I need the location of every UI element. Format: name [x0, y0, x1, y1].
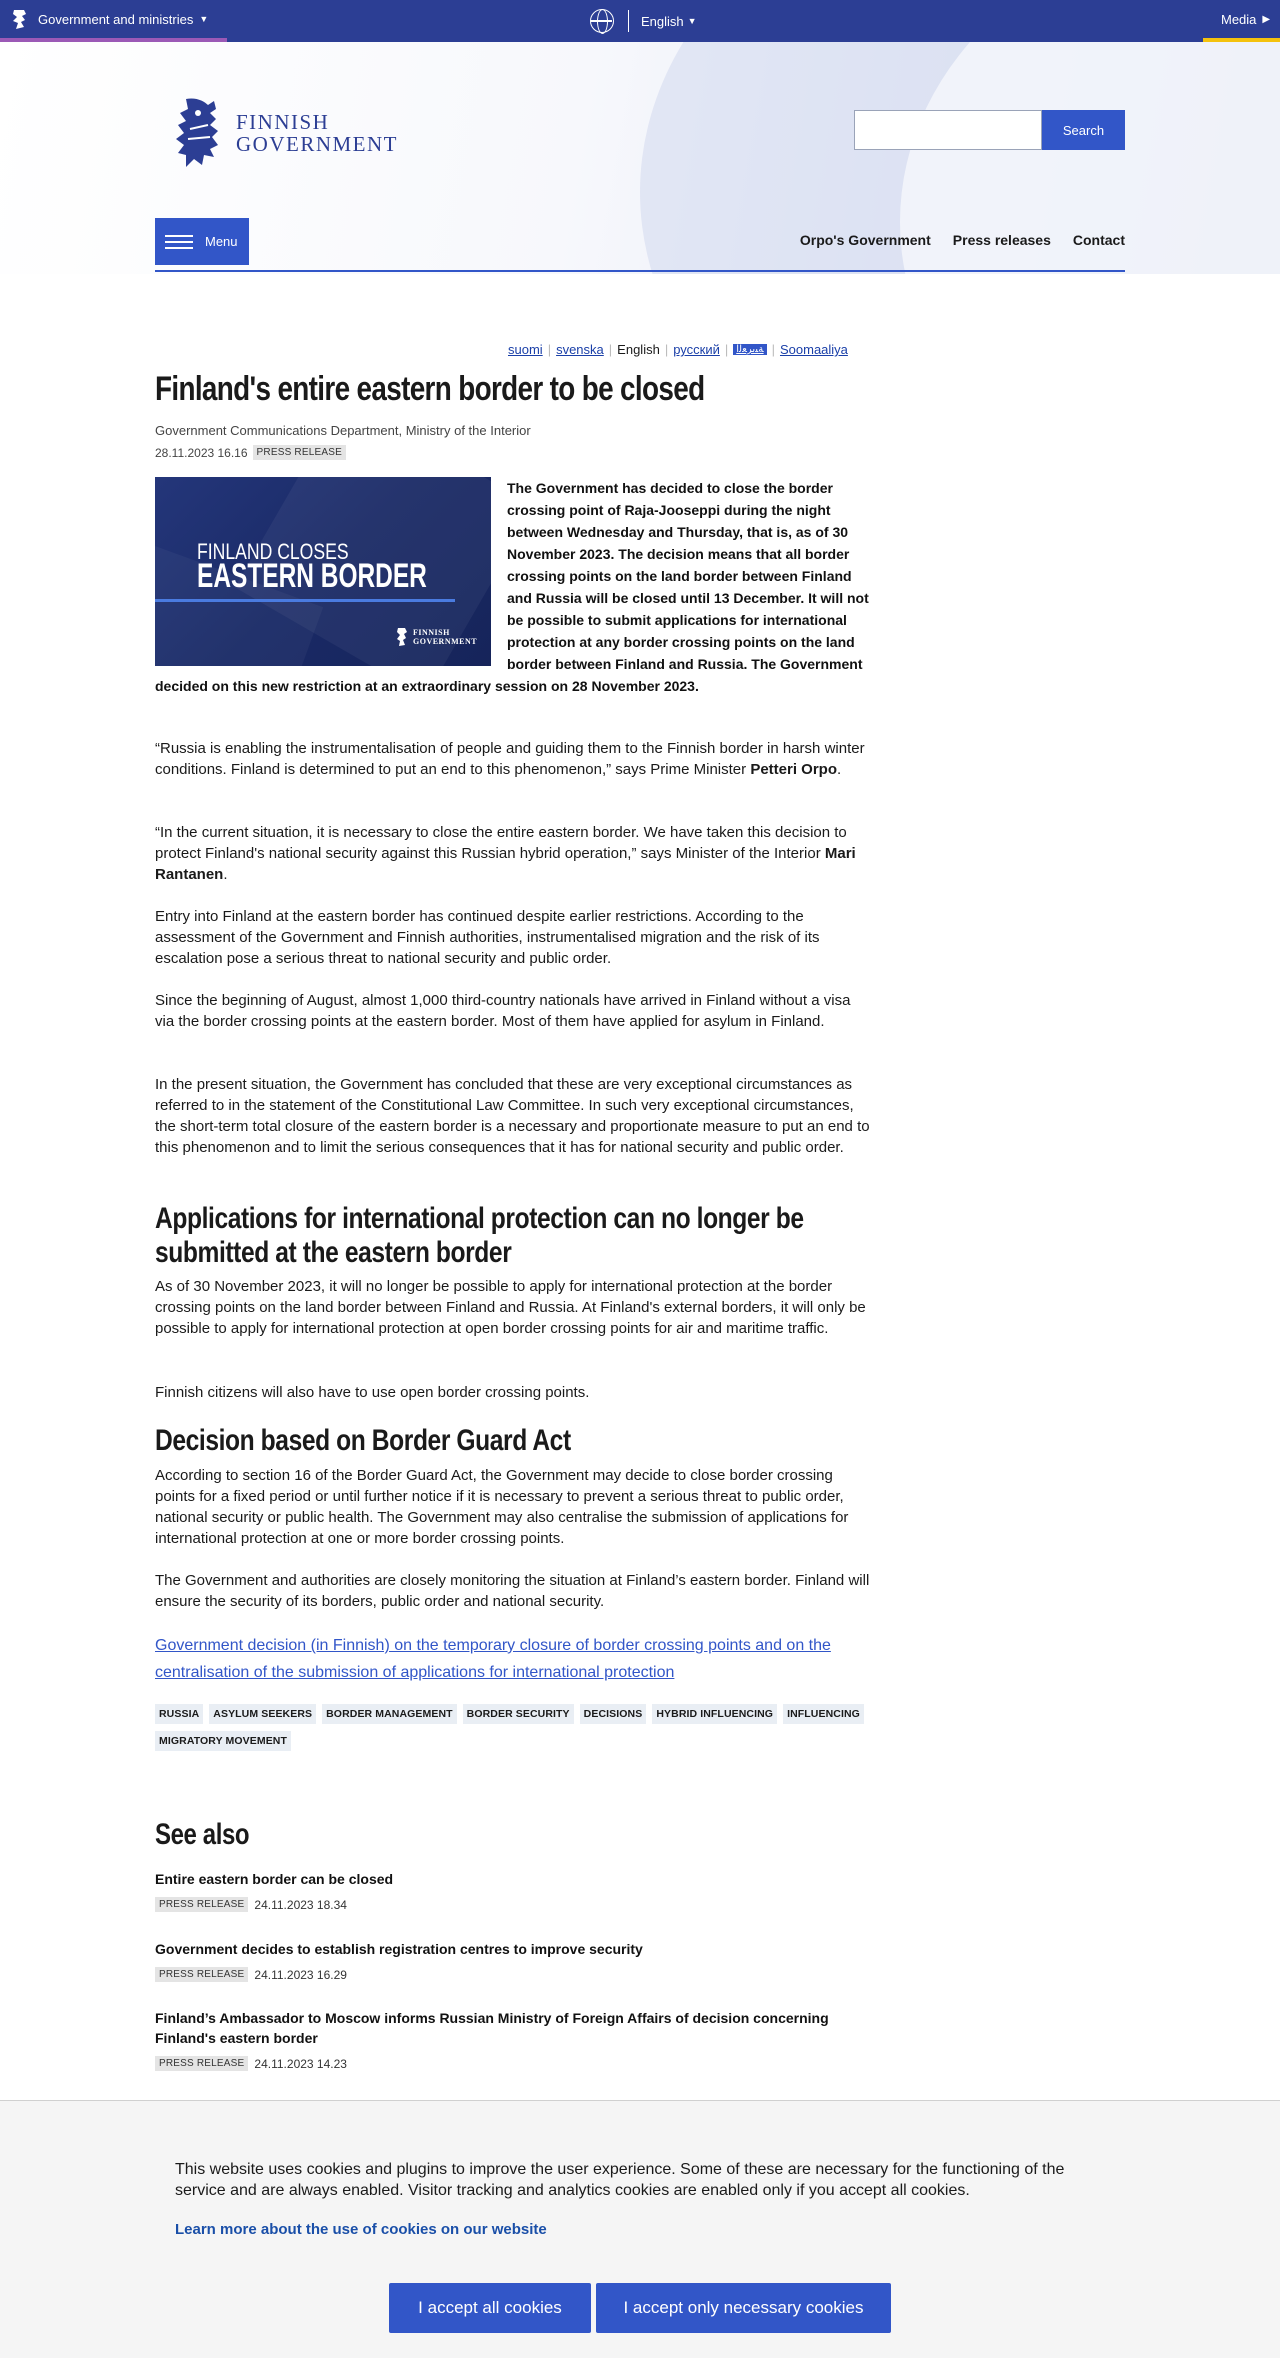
logo-line1: FINNISH — [236, 110, 330, 134]
hero-image — [155, 477, 491, 666]
press-release-badge: PRESS RELEASE — [155, 1967, 248, 1982]
logo-line2: GOVERNMENT — [236, 132, 398, 156]
paragraph-9: The Government and authorities are closely monitoring the situation at Finland’s eastern border. Finland will ensure the security of its borders, public order and national security. — [155, 1572, 870, 1610]
person-name: Petteri Orpo — [750, 761, 837, 778]
caret-down-icon: ▼ — [199, 14, 209, 24]
menu-label: Menu — [205, 234, 238, 249]
paragraph-3: Entry into Finland at the eastern border has continued despite earlier restrictions. According to the assessment of the Government and Finnish authorities, instrumentalised migration and the risk of its escalation pose a serious threat to national security and public order. — [155, 908, 820, 967]
site-logo[interactable] — [174, 95, 398, 171]
tag-item[interactable]: HYBRID INFLUENCING — [652, 1704, 777, 1724]
search-button[interactable]: Search — [1042, 110, 1125, 150]
paragraph-4: Since the beginning of August, almost 1,000 third-country nationals have arrived in Finland without a visa via the border crossing points at the eastern border. Most of them have applied for asylum in Finland. — [155, 992, 851, 1030]
search-input[interactable] — [854, 110, 1042, 150]
article-type-badge: PRESS RELEASE — [253, 445, 346, 460]
cookie-banner — [0, 2100, 1280, 2358]
paragraph-8: According to section 16 of the Border Guard Act, the Government may decide to close border crossing points for a fixed period or until further notice if it is necessary to prevent a serious threat to public order, national security or public health. The Government may also centralise the submission of applications for international protection at one or more border crossing points. — [155, 1467, 849, 1547]
lang-suomi[interactable]: suomi — [508, 342, 543, 357]
see-also-link[interactable]: Finland’s Ambassador to Moscow informs Russian Ministry of Foreign Affairs of decision concerning Finland's eastern border — [155, 2010, 829, 2046]
finland-lion-icon — [10, 8, 30, 30]
paragraph-1: “Russia is enabling the instrumentalisation of people and guiding them to the Finnish border in harsh winter conditions. Finland is determined to put an end to this phenomenon,” says Prime Minister Petteri Orpo. — [155, 740, 865, 778]
government-ministries-dropdown[interactable] — [0, 0, 227, 42]
article-source: Government Communications Department, Ministry of the Interior — [155, 423, 531, 438]
see-also-item — [155, 2008, 870, 2071]
see-also-heading: See also — [155, 1818, 250, 1851]
caret-down-icon: ▼ — [687, 16, 697, 26]
see-also-item — [155, 1939, 870, 1982]
hero-logo: FINNISH GOVERNMENT — [395, 627, 477, 647]
globe-icon — [590, 9, 614, 33]
hamburger-icon — [165, 234, 193, 250]
tag-item[interactable]: ASYLUM SEEKERS — [209, 1704, 316, 1724]
see-also-date: 24.11.2023 14.23 — [254, 2056, 347, 2071]
paragraph-5: In the present situation, the Government has concluded that these are very exceptional circumstances as referred to in the statement of the Constitutional Law Committee. In such very exceptional circumstances, the short-term total closure of the eastern border is a necessary and proportionate measure to put an end to this phenomenon and to limit the serious consequences that it has for national security and public order. — [155, 1076, 870, 1156]
tag-list — [155, 1704, 870, 1751]
nav-orpos-government[interactable]: Orpo's Government — [799, 232, 931, 248]
person-name: Mari Rantanen — [155, 845, 856, 883]
top-bar — [0, 0, 1280, 42]
tag-item[interactable]: BORDER SECURITY — [463, 1704, 574, 1724]
see-also-item — [155, 1869, 870, 1912]
hero-line2: EASTERN BORDER — [197, 557, 427, 595]
paragraph-7: Finnish citizens will also have to use open border crossing points. — [155, 1384, 590, 1401]
menu-button[interactable] — [155, 218, 249, 265]
finland-lion-icon — [395, 627, 409, 647]
lang-english: English — [617, 342, 660, 357]
lang-arabic[interactable]: ﺔﻴﺑﺮﻌﻟا — [733, 344, 766, 355]
media-label: Media — [1221, 11, 1257, 27]
accept-all-cookies-button[interactable]: I accept all cookies — [389, 2283, 591, 2333]
government-ministries-label: Government and ministries — [38, 11, 194, 27]
government-decision-link[interactable]: Government decision (in Finnish) on the temporary closure of border crossing points and on the centralisation of the submission of applications for international protection — [155, 1637, 831, 1681]
section-heading-border-guard-act: Decision based on Border Guard Act — [155, 1424, 571, 1457]
main-nav — [800, 232, 1125, 248]
chevron-right-icon: ▶ — [1262, 13, 1271, 25]
paragraph-6: As of 30 November 2023, it will no longer be possible to apply for international protection at the border crossing points on the land border between Finland and Russia. At Finland's external borders, it will only be possible to apply for international protection at open border crossing points for air and maritime traffic. — [155, 1278, 866, 1337]
article-date: 28.11.2023 16.16 — [155, 445, 248, 460]
accept-necessary-cookies-button[interactable]: I accept only necessary cookies — [596, 2283, 891, 2333]
tag-item[interactable]: DECISIONS — [580, 1704, 647, 1724]
press-release-badge: PRESS RELEASE — [155, 2056, 248, 2071]
article-meta — [155, 445, 346, 460]
hero-line1: FINLAND CLOSES — [197, 539, 349, 564]
cookie-info-link[interactable]: Learn more about the use of cookies on our website — [175, 2221, 547, 2238]
lang-russian[interactable]: русский — [673, 342, 720, 357]
lang-somali[interactable]: Soomaaliya — [779, 342, 848, 357]
current-language: English — [641, 13, 684, 29]
paragraph-2: “In the current situation, it is necessary to close the entire eastern border. We have taken this decision to protect Finland's national security against this Russian hybrid operation,” says Minister of the Interior Mari Rantanen. — [155, 824, 856, 883]
article-lead — [155, 477, 870, 697]
tag-item[interactable]: MIGRATORY MOVEMENT — [155, 1731, 291, 1751]
lead-text: The Government has decided to close the border crossing point of Raja-Jooseppi during the night between Wednesday and Thursday, that is, as of 30 November 2023. The decision means that all border crossing points on the land border between Finland and Russia will be closed until 13 December. It will not be possible to submit applications for international protection at any border crossing points on the land border between Finland and Russia. The Government decided on this new restriction at an extraordinary session on 28 November 2023. — [155, 480, 869, 694]
nav-press-releases[interactable]: Press releases — [952, 232, 1051, 248]
language-versions: suomi | svenska | English | русский | ﺔﻴﺑﺮﻌﻟا | Soomaaliya — [508, 342, 848, 357]
see-also-date: 24.11.2023 18.34 — [254, 1897, 347, 1912]
tag-item[interactable]: RUSSIA — [155, 1704, 203, 1724]
tag-item[interactable]: INFLUENCING — [783, 1704, 864, 1724]
nav-contact[interactable]: Contact — [1072, 232, 1125, 248]
see-also-link[interactable]: Government decides to establish registration centres to improve security — [155, 1941, 643, 1957]
cookie-text: This website uses cookies and plugins to improve the user experience. Some of these are necessary for the functioning of the service and are always enabled. Visitor tracking and analytics cookies are enabled only if you accept all cookies. — [175, 2161, 1065, 2199]
see-also-date: 24.11.2023 16.29 — [254, 1967, 347, 1982]
see-also-link[interactable]: Entire eastern border can be closed — [155, 1871, 394, 1887]
lang-svenska[interactable]: svenska — [556, 342, 604, 357]
finland-lion-logo-icon — [174, 95, 226, 171]
press-release-badge: PRESS RELEASE — [155, 1897, 248, 1912]
tag-item[interactable]: BORDER MANAGEMENT — [322, 1704, 457, 1724]
media-link[interactable] — [1203, 0, 1280, 42]
language-selector[interactable] — [590, 6, 697, 36]
nav-divider — [155, 270, 1125, 272]
page-title: Finland's entire eastern border to be closed — [155, 370, 705, 408]
section-heading-applications: Applications for international protection can no longer be submitted at the eastern border — [155, 1202, 804, 1269]
